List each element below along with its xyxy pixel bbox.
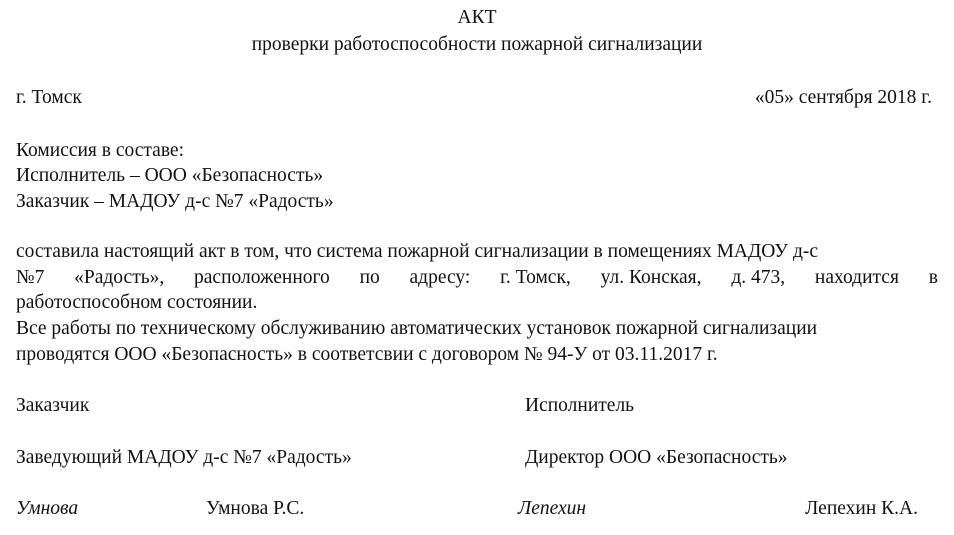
executor-name: Лепехин К.А.	[805, 498, 918, 519]
document-title: АКТ	[457, 7, 497, 28]
body-word: адресу:	[409, 267, 471, 288]
body-line-1: составила настоящий акт в том, что система пожарной сигнализации в помещениях МАДОУ д-с	[16, 241, 819, 262]
body-word: д. 473,	[731, 267, 786, 288]
body-word: №7	[16, 267, 45, 288]
body-word: ул. Конская,	[600, 267, 702, 288]
body-word: в	[928, 267, 938, 288]
body-word: находится	[814, 267, 899, 288]
body-word: расположенного	[194, 267, 330, 288]
body-line-3: работоспособном состоянии.	[16, 292, 258, 313]
commission-heading: Комиссия в составе:	[16, 140, 184, 161]
body-line-4: Все работы по техническому обслуживанию автоматических установок пожарной сигнализации	[16, 318, 818, 339]
document-subtitle: проверки работоспособности пожарной сигнализации	[251, 34, 703, 55]
city: г. Томск	[16, 87, 82, 108]
customer-signature: Умнова	[16, 498, 79, 519]
commission-customer: Заказчик – МАДОУ д-с №7 «Радость»	[16, 191, 334, 212]
commission-executor: Исполнитель – ООО «Безопасность»	[16, 165, 324, 186]
body-word: г. Томск,	[500, 267, 571, 288]
executor-label: Исполнитель	[525, 395, 635, 416]
body-word: по	[359, 267, 380, 288]
body-line-2	[16, 266, 938, 290]
document-date: «05» сентября 2018 г.	[754, 87, 932, 108]
customer-name: Умнова Р.С.	[206, 498, 305, 519]
executor-position: Директор ООО «Безопасность»	[525, 447, 788, 468]
customer-label: Заказчик	[16, 395, 90, 416]
body-line-5: проводятся ООО «Безопасность» в соответсвии с договором № 94-У от 03.11.2017 г.	[16, 344, 718, 365]
customer-position: Заведующий МАДОУ д-с №7 «Радость»	[16, 447, 352, 468]
body-word: «Радость»,	[74, 267, 165, 288]
executor-signature: Лепехин	[518, 498, 587, 519]
